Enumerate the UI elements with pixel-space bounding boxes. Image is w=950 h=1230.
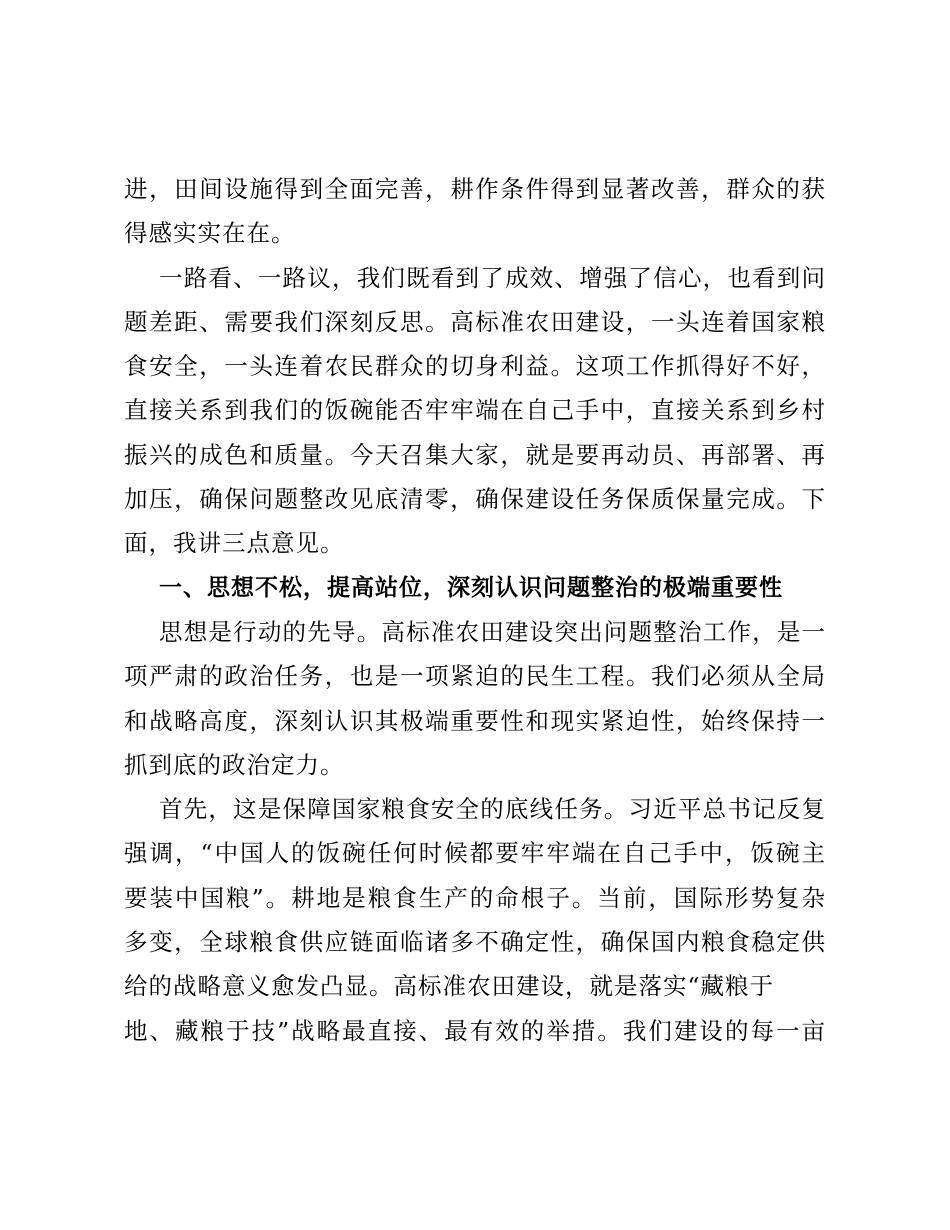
text-line: 直接关系到我们的饭碗能否牢牢端在自己手中，直接关系到乡村 xyxy=(124,396,826,425)
text-line: 地、藏粮于技”战略最直接、最有效的举措。我们建设的每一亩 xyxy=(124,1016,826,1045)
text-line: 和战略高度，深刻认识其极端重要性和现实紧迫性，始终保持一 xyxy=(124,706,826,735)
text-line: 得感实实在在。 xyxy=(124,219,296,248)
body-text xyxy=(124,167,826,1053)
text-line: 加压，确保问题整改见底清零，确保建设任务保质保量完成。下 xyxy=(124,485,826,514)
section-heading: 一、思想不松，提高站位，深刻认识问题整治的极端重要性 xyxy=(159,574,783,601)
text-line: 题差距、需要我们深刻反思。高标准农田建设，一头连着国家粮 xyxy=(124,307,826,336)
text-line: 食安全，一头连着农民群众的切身利益。这项工作抓得好不好， xyxy=(124,352,826,381)
text-line: 多变，全球粮食供应链面临诸多不确定性，确保国内粮食稳定供 xyxy=(124,928,826,957)
text-line: 强调，“中国人的饭碗任何时候都要牢牢端在自己手中，饭碗主 xyxy=(124,839,826,868)
text-line: 给的战略意义愈发凸显。高标准农田建设，就是落实“藏粮于 xyxy=(124,972,775,1001)
text-line: 思想是行动的先导。高标准农田建设突出问题整治工作，是一 xyxy=(159,617,826,646)
text-line: 项严肃的政治任务，也是一项紧迫的民生工程。我们必须从全局 xyxy=(124,662,826,691)
text-line: 一路看、一路议，我们既看到了成效、增强了信心，也看到问 xyxy=(159,263,826,292)
text-line: 面，我讲三点意见。 xyxy=(124,529,345,558)
text-line: 振兴的成色和质量。今天召集大家，就是要再动员、再部署、再 xyxy=(124,440,826,469)
text-line: 要装中国粮”。耕地是粮食生产的命根子。当前，国际形势复杂 xyxy=(124,883,826,912)
text-line: 首先，这是保障国家粮食安全的底线任务。习近平总书记反复 xyxy=(159,795,826,824)
text-line: 进，田间设施得到全面完善，耕作条件得到显著改善，群众的获 xyxy=(124,175,826,203)
text-line: 抓到底的政治定力。 xyxy=(124,750,345,779)
